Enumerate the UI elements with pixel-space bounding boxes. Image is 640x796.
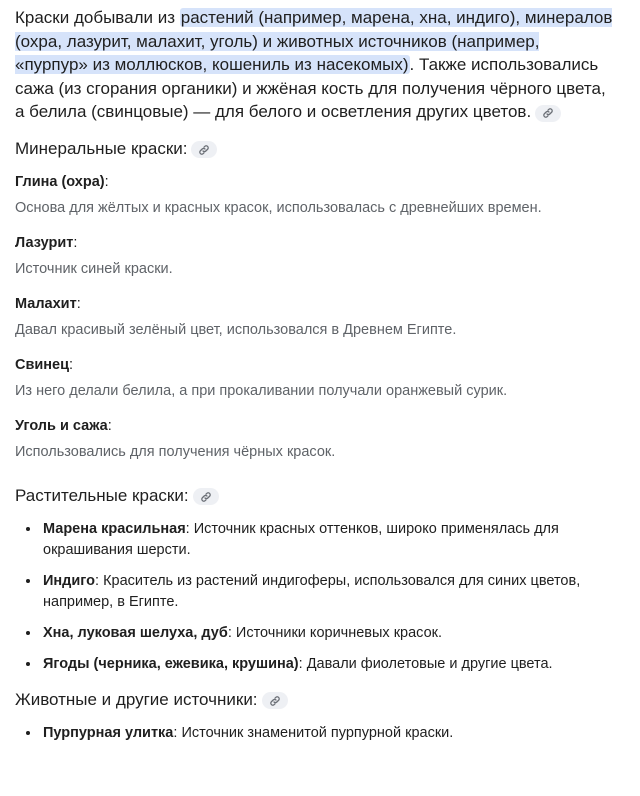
mineral-term: Свинец: Из него делали белила, а при прокаливании получали оранжевый сурик. <box>15 355 617 401</box>
item-text: Источники коричневых красок. <box>235 624 443 641</box>
animal-heading <box>15 688 617 712</box>
intro-paragraph <box>15 6 617 124</box>
plant-list <box>15 519 617 675</box>
item-title: Хна, луковая шелуха, дуб <box>43 624 228 641</box>
mineral-term: Глина (охра): Основа для жёлтых и красных красок, использовалась с древнейших времен. <box>15 172 617 218</box>
mineral-term: Лазурит: Источник синей краски. <box>15 233 617 279</box>
item-text: Давали фиолетовые и другие цвета. <box>306 655 553 672</box>
term-desc: Давал красивый зелёный цвет, использовался в Древнем Египте. <box>15 321 457 338</box>
plant-heading-text: Растительные краски: <box>15 485 189 505</box>
item-title: Индиго <box>43 572 96 589</box>
mineral-heading <box>15 137 617 161</box>
item-title: Ягоды (черника, ежевика, крушина) <box>43 655 299 672</box>
list-item: • Индиго: Краситель из растений индигоферы, использовался для синих цветов, например, в Египте. <box>41 571 617 613</box>
intro-highlight[interactable]: растений (например, марена, хна, индиго), минералов (охра, лазурит, малахит, уголь) и животных источников (например, «пурпур» из моллюсков, кошениль из насекомых) <box>15 8 613 74</box>
link-icon[interactable] <box>193 488 219 505</box>
mineral-term: Уголь и сажа: Использовались для получения чёрных красок. <box>15 416 617 462</box>
list-item: • Хна, луковая шелуха, дуб: Источники коричневых красок. <box>41 623 617 644</box>
term-title: Уголь и сажа <box>15 417 108 434</box>
term-title: Малахит <box>15 295 77 312</box>
link-icon[interactable] <box>535 105 561 122</box>
term-desc: Источник синей краски. <box>15 260 173 277</box>
animal-list <box>15 723 617 744</box>
term-title: Глина (охра) <box>15 173 105 190</box>
item-text: Краситель из растений индигоферы, использовался для синих цветов, например, в Египте. <box>43 572 581 610</box>
link-icon[interactable] <box>191 141 217 158</box>
intro-prefix: Краски добывали из <box>15 8 180 27</box>
item-text: Источник знаменитой пурпурной краски. <box>181 724 454 741</box>
plant-heading <box>15 484 617 508</box>
term-title: Лазурит <box>15 234 74 251</box>
list-item: • Марена красильная: Источник красных оттенков, широко применялась для окрашивания шерсти. <box>41 519 617 561</box>
intro-suffix: . Также использовались сажа (из сгорания органики) и жжёная кость для получения чёрного цвета, а белила (свинцовые) — для белого и осветления других цветов. <box>15 55 606 121</box>
mineral-term: Малахит: Давал красивый зелёный цвет, использовался в Древнем Египте. <box>15 294 617 340</box>
term-desc: Основа для жёлтых и красных красок, использовалась с древнейших времен. <box>15 199 542 216</box>
item-text: Источник красных оттенков, широко применялась для окрашивания шерсти. <box>43 520 559 558</box>
term-title: Свинец <box>15 356 70 373</box>
list-item: • Пурпурная улитка: Источник знаменитой пурпурной краски. <box>41 723 617 744</box>
list-item: • Ягоды (черника, ежевика, крушина): Давали фиолетовые и другие цвета. <box>41 654 617 675</box>
term-desc: Использовались для получения чёрных красок. <box>15 443 336 460</box>
link-icon[interactable] <box>262 692 288 709</box>
term-desc: Из него делали белила, а при прокаливании получали оранжевый сурик. <box>15 382 508 399</box>
item-title: Пурпурная улитка <box>43 724 174 741</box>
animal-heading-text: Животные и другие источники: <box>15 689 258 709</box>
mineral-heading-text: Минеральные краски: <box>15 138 188 158</box>
item-title: Марена красильная <box>43 520 186 537</box>
